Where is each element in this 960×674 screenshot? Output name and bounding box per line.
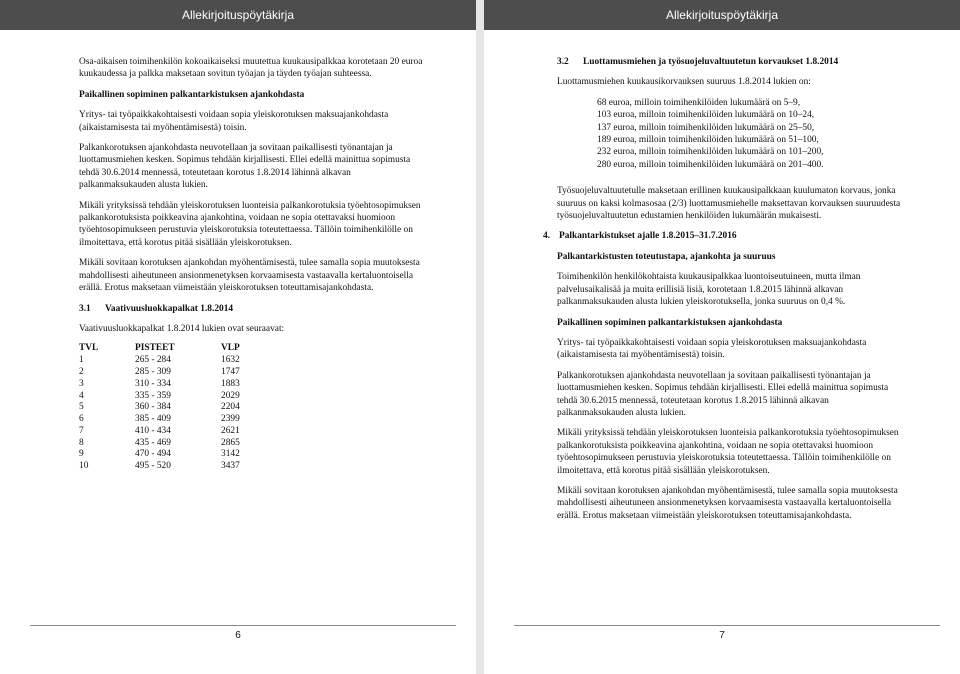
paragraph: Luottamusmiehen kuukausikorvauksen suuruus 1.8.2014 lukien on: <box>557 77 811 88</box>
table-cell: 7 <box>79 425 84 436</box>
page-content <box>79 56 428 473</box>
table-cell: 3 <box>79 378 84 389</box>
list-item: 280 euroa, milloin toimihenkilöiden lukumäärä on 201–400. <box>597 159 824 170</box>
page-content <box>543 56 906 530</box>
section-3-2-heading <box>557 56 906 68</box>
paragraph: Toimihenkilön henkilökohtaista kuukausipalkkaa luontoiseutuineen, mutta ilman palvelusaikalisää ja muita erillisiä lisiä, korotetaan 1.8.2015 lähinnä alkavan palkanmaksukauden alusta lukien yleiskorotuksella, jonka suuruus on 0,4 %. <box>557 272 861 308</box>
table-cell: 2865 <box>221 437 240 448</box>
table-cell: 285 - 309 <box>135 366 171 377</box>
column-header: VLP <box>221 343 240 354</box>
table-cell: 2204 <box>221 402 240 413</box>
paragraph: Mikäli sovitaan korotuksen ajankohdan myöhentämisestä, tulee samalla sopia muutoksesta mahdollisesti aiheutuneen ansionmenetyksen korvaamisesta vastaavalla kertaluontoisella erällä. Erotus maksetaan viimeistään yleiskorotuksen toteuttamisajankohdasta. <box>79 258 420 294</box>
table-row <box>79 355 261 367</box>
paragraph: Vaativuusluokkapalkat 1.8.2014 lukien ovat seuraavat: <box>79 323 285 334</box>
table-header-row <box>79 343 261 355</box>
table-cell: 1632 <box>221 355 240 366</box>
section-title: Luottamusmiehen ja työsuojeluvaltuutetun korvaukset 1.8.2014 <box>583 57 839 67</box>
table-row <box>79 379 261 391</box>
page-number: 6 <box>235 630 241 641</box>
table-row <box>79 461 261 473</box>
list-item: 137 euroa, milloin toimihenkilöiden lukumäärä on 25–50, <box>597 122 815 133</box>
paragraph: Mikäli yrityksissä tehdään yleiskorotuksen luonteisia palkankorotuksia työehtosopimuksen palkankorotuksista poikkeavina ajankohtina, voidaan ne sopia otettavaksi huomioon työehtosopimukseen perustuvia yleiskorotuksia toteutettaessa. Tällöin toimihenkilölle on ilmoitettava, että korotus pitää sisällään yleiskorotuksen. <box>557 428 899 476</box>
table-row <box>79 438 261 450</box>
paragraph: Palkankorotuksen ajankohdasta neuvotellaan ja sovitaan paikallisesti työnantajan ja luottamusmiehen kesken. Sopimus tehdään kirjallisesti. Ellei edellä mainittua sopimusta tehdä 30.6.2014 mennessä, toteutetaan korotus 1.8.2014 lähinnä alkavan palkanmaksukauden alusta lukien. <box>79 143 411 191</box>
table-cell: 1747 <box>221 366 240 377</box>
table-cell: 8 <box>79 437 84 448</box>
table-cell: 335 - 359 <box>135 390 171 401</box>
list-item: 68 euroa, milloin toimihenkilöiden lukumäärä on 5–9, <box>597 97 801 108</box>
salary-table <box>79 343 261 473</box>
section-number: 4. <box>543 231 551 242</box>
table-cell: 360 - 384 <box>135 402 171 413</box>
column-header: TVL <box>79 343 99 354</box>
table-cell: 2029 <box>221 390 240 401</box>
table-cell: 2621 <box>221 425 240 436</box>
table-cell: 1883 <box>221 378 240 389</box>
table-cell: 9 <box>79 449 84 460</box>
list-item: 189 euroa, milloin toimihenkilöiden lukumäärä on 51–100, <box>597 135 819 146</box>
paragraph: Palkankorotuksen ajankohdasta neuvotellaan ja sovitaan paikallisesti työnantajan ja luottamusmiehen kesken. Sopimus tehdään kirjallisesti. Ellei edellä mainittua sopimusta tehdä 30.6.2015 mennessä, toteutetaan korotus 1.8.2015 lähinnä alkavan palkanmaksukauden alusta lukien. <box>557 370 889 418</box>
table-cell: 495 - 520 <box>135 461 171 472</box>
table-row <box>79 402 261 414</box>
paragraph: Yritys- tai työpaikkakohtaisesti voidaan sopia yleiskorotuksen maksuajankohdasta (aikaistamisesta tai myöhentämisestä) toisin. <box>557 337 867 361</box>
paragraph: Osa-aikaisen toimihenkilön kokoaikaiseksi muutettua kuukausipalkkaa korotetaan 20 euroa kuukaudessa ja palkka maksetaan sovitun työajan ja täyden työajan suhteessa. <box>79 57 423 80</box>
compensation-list <box>597 97 906 171</box>
footer-divider <box>30 625 456 626</box>
table-cell: 10 <box>79 461 89 472</box>
footer-divider <box>514 625 940 626</box>
table-cell: 310 - 334 <box>135 378 171 389</box>
table-cell: 410 - 434 <box>135 425 171 436</box>
paragraph: Mikäli sovitaan korotuksen ajankohdan myöhentämisestä, tulee samalla sopia muutoksesta mahdollisesti aiheutuneen ansionmenetyksen korvaamisesta vastaavalla kertaluontoisella erällä. Erotus maksetaan viimeistään yleiskorotuksen toteuttamisajankohdasta. <box>557 485 898 521</box>
section-number: 3.2 <box>557 57 569 67</box>
paragraph: Mikäli yrityksissä tehdään yleiskorotuksen luonteisia palkankorotuksia työehtosopimuksen palkankorotuksista poikkeavina ajankohtina, voidaan ne sopia otettavaksi huomioon työehtosopimukseen perustuvia yleiskorotuksia toteutettaessa. Tällöin toimihenkilölle on ilmoitettava, että korotus pitää sisällään yleiskorotuksen. <box>79 200 421 248</box>
table-cell: 3437 <box>221 461 240 472</box>
right-page <box>484 0 960 674</box>
table-cell: 3142 <box>221 449 240 460</box>
left-page <box>0 0 476 674</box>
section-3-1-heading <box>79 303 428 315</box>
table-cell: 6 <box>79 414 84 425</box>
table-cell: 470 - 494 <box>135 449 171 460</box>
table-cell: 435 - 469 <box>135 437 171 448</box>
section-number: 3.1 <box>79 303 91 314</box>
page-header: Allekirjoituspöytäkirja <box>484 0 960 30</box>
table-cell: 2399 <box>221 414 240 425</box>
page-header: Allekirjoituspöytäkirja <box>0 0 476 30</box>
section-title: Palkantarkistukset ajalle 1.8.2015–31.7.2016 <box>559 231 737 242</box>
table-row <box>79 367 261 379</box>
list-item: 103 euroa, milloin toimihenkilöiden lukumäärä on 10–24, <box>597 110 815 121</box>
paragraph: Yritys- tai työpaikkakohtaisesti voidaan sopia yleiskorotuksen maksuajankohdasta (aikaistamisesta tai myöhentämisestä) toisin. <box>79 110 389 133</box>
list-item: 232 euroa, milloin toimihenkilöiden lukumäärä on 101–200, <box>597 147 824 158</box>
section-heading: Paikallinen sopiminen palkantarkistuksen ajankohdasta <box>557 317 783 328</box>
table-cell: 2 <box>79 366 84 377</box>
table-row <box>79 449 261 461</box>
table-row <box>79 391 261 403</box>
section-heading: Palkantarkistusten toteutustapa, ajankohta ja suuruus <box>557 251 776 262</box>
page-number: 7 <box>719 630 725 641</box>
section-heading: Paikallinen sopiminen palkantarkistuksen ajankohdasta <box>79 89 305 100</box>
section-4-heading <box>543 230 906 242</box>
paragraph: Työsuojeluvaltuutetulle maksetaan erillinen kuukausipalkkaan kuulumaton korvaus, jonka suuruus on kaksi kolmasosaa (2/3) luottamusmiehelle maksettavan korvauksen suuruudesta työsuojeluvaltuutetun edustamien henkilöiden lukumäärän mukaisesti. <box>557 186 901 222</box>
table-cell: 5 <box>79 402 84 413</box>
column-header: PISTEET <box>135 343 175 354</box>
section-title: Vaativuusluokkapalkat 1.8.2014 <box>105 303 234 314</box>
table-cell: 1 <box>79 355 84 366</box>
table-cell: 265 - 284 <box>135 355 171 366</box>
table-cell: 385 - 409 <box>135 414 171 425</box>
table-row <box>79 414 261 426</box>
table-cell: 4 <box>79 390 84 401</box>
table-row <box>79 426 261 438</box>
